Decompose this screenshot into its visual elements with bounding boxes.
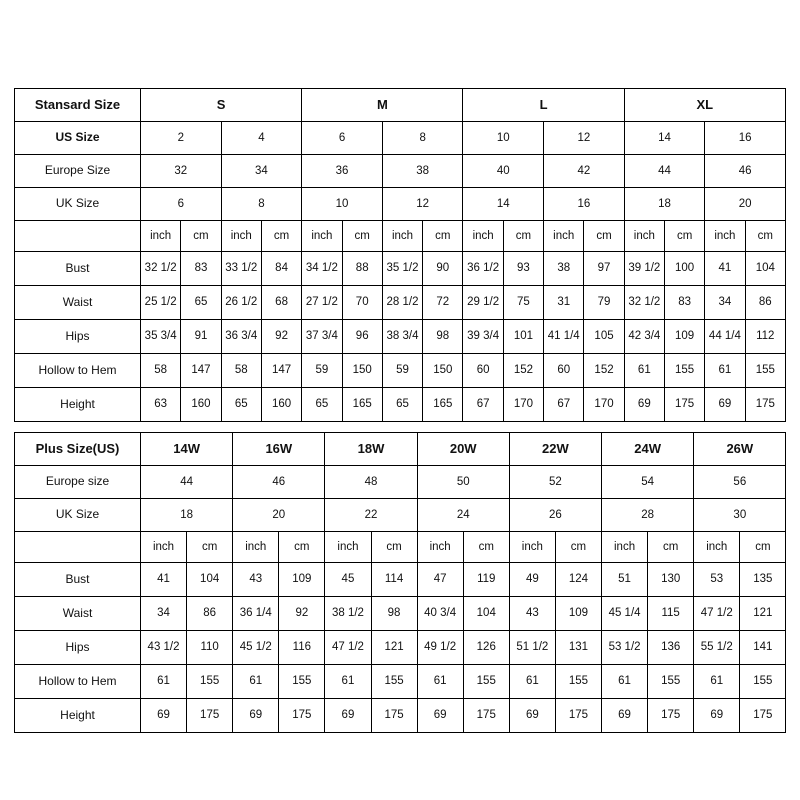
table-row — [15, 466, 786, 499]
cell-plus-bust-10: 51 — [602, 563, 648, 597]
cell-plus-uk-0: 18 — [141, 499, 233, 532]
cell-plus-hips-10: 53 1/2 — [602, 631, 648, 665]
size-group-16w: 16W — [233, 433, 325, 466]
cell-europe-size-3: 38 — [382, 155, 463, 188]
cell-plus-waist-13: 121 — [740, 597, 786, 631]
cell-plus-height-4: 69 — [325, 699, 371, 733]
cell-waist-9: 75 — [503, 286, 543, 320]
cell-europe-size-1: 34 — [221, 155, 302, 188]
row-label-plus-europe-size: Europe size — [15, 466, 141, 499]
cell-europe-size-7: 46 — [705, 155, 786, 188]
cell-waist-4: 27 1/2 — [302, 286, 342, 320]
cell-waist-3: 68 — [261, 286, 301, 320]
cell-waist-12: 32 1/2 — [624, 286, 664, 320]
cell-plus-waist-2: 36 1/4 — [233, 597, 279, 631]
cell-plus-height-7: 175 — [463, 699, 509, 733]
cell-bust-13: 100 — [664, 252, 704, 286]
cell-waist-6: 28 1/2 — [382, 286, 422, 320]
cell-plus-hips-6: 49 1/2 — [417, 631, 463, 665]
cell-europe-size-6: 44 — [624, 155, 705, 188]
cell-plus-europe-1: 46 — [233, 466, 325, 499]
cell-plus-hollow-2: 61 — [233, 665, 279, 699]
cell-plus-hollow-10: 61 — [602, 665, 648, 699]
cell-plus-hips-2: 45 1/2 — [233, 631, 279, 665]
cell-plus-hips-9: 131 — [555, 631, 601, 665]
cell-height-9: 170 — [503, 388, 543, 422]
cell-plus-waist-5: 98 — [371, 597, 417, 631]
cell-plus-bust-3: 109 — [279, 563, 325, 597]
cell-hollow-6: 59 — [382, 354, 422, 388]
cell-plus-height-5: 175 — [371, 699, 417, 733]
cell-plus-hips-12: 55 1/2 — [694, 631, 740, 665]
unit-cell-11: cm — [584, 221, 624, 252]
plus-unit-cell-10: inch — [602, 532, 648, 563]
cell-plus-hollow-11: 155 — [648, 665, 694, 699]
size-group-22w: 22W — [509, 433, 601, 466]
cell-hollow-12: 61 — [624, 354, 664, 388]
cell-us-size-2: 6 — [302, 122, 383, 155]
cell-hollow-8: 60 — [463, 354, 503, 388]
table-row — [15, 699, 786, 733]
cell-plus-hollow-9: 155 — [555, 665, 601, 699]
plus-unit-cell-5: cm — [371, 532, 417, 563]
size-group-l: L — [463, 89, 624, 122]
row-label-hollow-to-hem: Hollow to Hem — [15, 354, 141, 388]
cell-plus-waist-3: 92 — [279, 597, 325, 631]
cell-hips-2: 36 3/4 — [221, 320, 261, 354]
standard-size-chart — [14, 88, 786, 422]
cell-plus-height-8: 69 — [509, 699, 555, 733]
table-row — [15, 499, 786, 532]
cell-hips-6: 38 3/4 — [382, 320, 422, 354]
plus-unit-cell-7: cm — [463, 532, 509, 563]
cell-waist-1: 65 — [181, 286, 221, 320]
cell-plus-europe-6: 56 — [694, 466, 786, 499]
cell-europe-size-0: 32 — [141, 155, 222, 188]
cell-plus-hips-7: 126 — [463, 631, 509, 665]
table-row — [15, 122, 786, 155]
cell-plus-waist-10: 45 1/4 — [602, 597, 648, 631]
cell-height-10: 67 — [544, 388, 584, 422]
cell-height-11: 170 — [584, 388, 624, 422]
cell-bust-8: 36 1/2 — [463, 252, 503, 286]
table-row — [15, 286, 786, 320]
table-row — [15, 631, 786, 665]
cell-height-1: 160 — [181, 388, 221, 422]
cell-plus-bust-13: 135 — [740, 563, 786, 597]
cell-us-size-4: 10 — [463, 122, 544, 155]
unit-cell-12: inch — [624, 221, 664, 252]
table-row — [15, 155, 786, 188]
unit-cell-10: inch — [544, 221, 584, 252]
cell-bust-9: 93 — [503, 252, 543, 286]
table-row — [15, 320, 786, 354]
unit-cell-13: cm — [664, 221, 704, 252]
cell-bust-2: 33 1/2 — [221, 252, 261, 286]
cell-plus-uk-5: 28 — [602, 499, 694, 532]
cell-bust-0: 32 1/2 — [141, 252, 181, 286]
cell-us-size-0: 2 — [141, 122, 222, 155]
cell-waist-15: 86 — [745, 286, 785, 320]
cell-waist-8: 29 1/2 — [463, 286, 503, 320]
cell-bust-7: 90 — [423, 252, 463, 286]
cell-plus-height-1: 175 — [187, 699, 233, 733]
plus-unit-cell-2: inch — [233, 532, 279, 563]
cell-hips-3: 92 — [261, 320, 301, 354]
plus-unit-cell-13: cm — [740, 532, 786, 563]
cell-hollow-14: 61 — [705, 354, 745, 388]
cell-bust-14: 41 — [705, 252, 745, 286]
cell-plus-bust-7: 119 — [463, 563, 509, 597]
table-row-header — [15, 89, 786, 122]
cell-plus-height-0: 69 — [141, 699, 187, 733]
cell-plus-hollow-6: 61 — [417, 665, 463, 699]
cell-uk-size-2: 10 — [302, 188, 383, 221]
cell-bust-12: 39 1/2 — [624, 252, 664, 286]
cell-uk-size-6: 18 — [624, 188, 705, 221]
size-group-24w: 24W — [602, 433, 694, 466]
cell-plus-bust-11: 130 — [648, 563, 694, 597]
cell-height-0: 63 — [141, 388, 181, 422]
cell-waist-0: 25 1/2 — [141, 286, 181, 320]
cell-plus-hollow-1: 155 — [187, 665, 233, 699]
cell-plus-hollow-12: 61 — [694, 665, 740, 699]
size-group-20w: 20W — [417, 433, 509, 466]
cell-us-size-5: 12 — [544, 122, 625, 155]
unit-cell-15: cm — [745, 221, 785, 252]
plus-unit-cell-6: inch — [417, 532, 463, 563]
cell-plus-waist-7: 104 — [463, 597, 509, 631]
unit-cell-8: inch — [463, 221, 503, 252]
cell-bust-11: 97 — [584, 252, 624, 286]
cell-hips-8: 39 3/4 — [463, 320, 503, 354]
row-label-plus-waist: Waist — [15, 597, 141, 631]
cell-plus-europe-4: 52 — [509, 466, 601, 499]
plus-unit-cell-9: cm — [555, 532, 601, 563]
unit-cell-5: cm — [342, 221, 382, 252]
cell-hollow-11: 152 — [584, 354, 624, 388]
row-label-uk-size: UK Size — [15, 188, 141, 221]
cell-waist-5: 70 — [342, 286, 382, 320]
cell-plus-height-6: 69 — [417, 699, 463, 733]
plus-size-table — [14, 432, 786, 733]
cell-bust-10: 38 — [544, 252, 584, 286]
table-row-units — [15, 221, 786, 252]
unit-cell-14: inch — [705, 221, 745, 252]
unit-cell-3: cm — [261, 221, 301, 252]
cell-plus-hips-4: 47 1/2 — [325, 631, 371, 665]
cell-plus-waist-12: 47 1/2 — [694, 597, 740, 631]
plus-unit-cell-11: cm — [648, 532, 694, 563]
cell-plus-europe-3: 50 — [417, 466, 509, 499]
table-row — [15, 563, 786, 597]
cell-hollow-0: 58 — [141, 354, 181, 388]
cell-plus-europe-0: 44 — [141, 466, 233, 499]
cell-plus-hollow-5: 155 — [371, 665, 417, 699]
cell-height-2: 65 — [221, 388, 261, 422]
cell-plus-height-10: 69 — [602, 699, 648, 733]
cell-bust-15: 104 — [745, 252, 785, 286]
cell-height-8: 67 — [463, 388, 503, 422]
unit-row-label — [15, 221, 141, 252]
plus-unit-cell-0: inch — [141, 532, 187, 563]
cell-hips-7: 98 — [423, 320, 463, 354]
cell-hollow-15: 155 — [745, 354, 785, 388]
cell-us-size-3: 8 — [382, 122, 463, 155]
plus-unit-cell-1: cm — [187, 532, 233, 563]
cell-plus-waist-6: 40 3/4 — [417, 597, 463, 631]
unit-cell-6: inch — [382, 221, 422, 252]
cell-uk-size-7: 20 — [705, 188, 786, 221]
cell-waist-7: 72 — [423, 286, 463, 320]
table-row — [15, 354, 786, 388]
row-label-plus-uk-size: UK Size — [15, 499, 141, 532]
cell-uk-size-1: 8 — [221, 188, 302, 221]
cell-waist-2: 26 1/2 — [221, 286, 261, 320]
cell-hips-10: 41 1/4 — [544, 320, 584, 354]
table-row — [15, 188, 786, 221]
cell-hips-1: 91 — [181, 320, 221, 354]
cell-plus-uk-2: 22 — [325, 499, 417, 532]
cell-hips-5: 96 — [342, 320, 382, 354]
cell-plus-hips-8: 51 1/2 — [509, 631, 555, 665]
plus-unit-cell-3: cm — [279, 532, 325, 563]
cell-waist-14: 34 — [705, 286, 745, 320]
cell-bust-6: 35 1/2 — [382, 252, 422, 286]
cell-plus-bust-1: 104 — [187, 563, 233, 597]
cell-plus-europe-5: 54 — [602, 466, 694, 499]
cell-hips-0: 35 3/4 — [141, 320, 181, 354]
cell-hollow-9: 152 — [503, 354, 543, 388]
plus-unit-cell-4: inch — [325, 532, 371, 563]
size-group-26w: 26W — [694, 433, 786, 466]
cell-height-14: 69 — [705, 388, 745, 422]
cell-hips-15: 112 — [745, 320, 785, 354]
table-row — [15, 252, 786, 286]
size-group-s: S — [141, 89, 302, 122]
unit-cell-4: inch — [302, 221, 342, 252]
cell-waist-13: 83 — [664, 286, 704, 320]
table-row-units — [15, 532, 786, 563]
cell-plus-hollow-3: 155 — [279, 665, 325, 699]
cell-hips-14: 44 1/4 — [705, 320, 745, 354]
cell-plus-height-13: 175 — [740, 699, 786, 733]
unit-cell-7: cm — [423, 221, 463, 252]
cell-uk-size-5: 16 — [544, 188, 625, 221]
plus-header-label: Plus Size(US) — [15, 433, 141, 466]
cell-hollow-5: 150 — [342, 354, 382, 388]
cell-plus-height-2: 69 — [233, 699, 279, 733]
cell-plus-height-11: 175 — [648, 699, 694, 733]
table-row — [15, 388, 786, 422]
cell-height-12: 69 — [624, 388, 664, 422]
table-row — [15, 665, 786, 699]
cell-bust-3: 84 — [261, 252, 301, 286]
plus-size-chart — [14, 432, 786, 733]
cell-height-13: 175 — [664, 388, 704, 422]
cell-plus-hips-0: 43 1/2 — [141, 631, 187, 665]
table-row-header — [15, 433, 786, 466]
cell-plus-waist-11: 115 — [648, 597, 694, 631]
unit-cell-0: inch — [141, 221, 181, 252]
cell-hips-13: 109 — [664, 320, 704, 354]
cell-plus-bust-6: 47 — [417, 563, 463, 597]
cell-bust-5: 88 — [342, 252, 382, 286]
cell-europe-size-4: 40 — [463, 155, 544, 188]
row-label-plus-hollow-to-hem: Hollow to Hem — [15, 665, 141, 699]
plus-unit-cell-12: inch — [694, 532, 740, 563]
row-label-plus-bust: Bust — [15, 563, 141, 597]
cell-plus-hollow-8: 61 — [509, 665, 555, 699]
row-label-us-size: US Size — [15, 122, 141, 155]
table-row — [15, 597, 786, 631]
cell-plus-hollow-13: 155 — [740, 665, 786, 699]
plus-unit-row-label — [15, 532, 141, 563]
cell-plus-hips-3: 116 — [279, 631, 325, 665]
cell-bust-1: 83 — [181, 252, 221, 286]
cell-plus-bust-4: 45 — [325, 563, 371, 597]
cell-plus-waist-4: 38 1/2 — [325, 597, 371, 631]
cell-plus-waist-8: 43 — [509, 597, 555, 631]
size-group-18w: 18W — [325, 433, 417, 466]
cell-plus-hips-13: 141 — [740, 631, 786, 665]
cell-height-6: 65 — [382, 388, 422, 422]
cell-plus-uk-1: 20 — [233, 499, 325, 532]
standard-size-table — [14, 88, 786, 422]
cell-plus-hips-11: 136 — [648, 631, 694, 665]
cell-hips-4: 37 3/4 — [302, 320, 342, 354]
cell-plus-bust-2: 43 — [233, 563, 279, 597]
standard-header-label: Stansard Size — [15, 89, 141, 122]
cell-height-4: 65 — [302, 388, 342, 422]
cell-plus-hollow-4: 61 — [325, 665, 371, 699]
unit-cell-1: cm — [181, 221, 221, 252]
size-group-14w: 14W — [141, 433, 233, 466]
cell-plus-waist-0: 34 — [141, 597, 187, 631]
cell-height-3: 160 — [261, 388, 301, 422]
cell-height-15: 175 — [745, 388, 785, 422]
cell-hips-11: 105 — [584, 320, 624, 354]
cell-plus-bust-12: 53 — [694, 563, 740, 597]
cell-uk-size-3: 12 — [382, 188, 463, 221]
cell-plus-hollow-0: 61 — [141, 665, 187, 699]
unit-cell-2: inch — [221, 221, 261, 252]
cell-plus-bust-0: 41 — [141, 563, 187, 597]
cell-plus-bust-5: 114 — [371, 563, 417, 597]
cell-hollow-3: 147 — [261, 354, 301, 388]
size-group-m: M — [302, 89, 463, 122]
row-label-height: Height — [15, 388, 141, 422]
cell-plus-waist-9: 109 — [555, 597, 601, 631]
cell-uk-size-4: 14 — [463, 188, 544, 221]
cell-europe-size-2: 36 — [302, 155, 383, 188]
cell-plus-height-12: 69 — [694, 699, 740, 733]
row-label-europe-size: Europe Size — [15, 155, 141, 188]
cell-us-size-1: 4 — [221, 122, 302, 155]
cell-waist-11: 79 — [584, 286, 624, 320]
cell-us-size-7: 16 — [705, 122, 786, 155]
cell-plus-hips-5: 121 — [371, 631, 417, 665]
cell-europe-size-5: 42 — [544, 155, 625, 188]
row-label-hips: Hips — [15, 320, 141, 354]
cell-hollow-7: 150 — [423, 354, 463, 388]
cell-hollow-2: 58 — [221, 354, 261, 388]
cell-plus-height-3: 175 — [279, 699, 325, 733]
cell-hollow-4: 59 — [302, 354, 342, 388]
cell-hollow-1: 147 — [181, 354, 221, 388]
cell-plus-uk-3: 24 — [417, 499, 509, 532]
cell-plus-height-9: 175 — [555, 699, 601, 733]
cell-bust-4: 34 1/2 — [302, 252, 342, 286]
row-label-bust: Bust — [15, 252, 141, 286]
cell-plus-bust-8: 49 — [509, 563, 555, 597]
size-group-xl: XL — [624, 89, 785, 122]
cell-hollow-13: 155 — [664, 354, 704, 388]
plus-unit-cell-8: inch — [509, 532, 555, 563]
cell-plus-bust-9: 124 — [555, 563, 601, 597]
row-label-waist: Waist — [15, 286, 141, 320]
cell-uk-size-0: 6 — [141, 188, 222, 221]
unit-cell-9: cm — [503, 221, 543, 252]
cell-height-7: 165 — [423, 388, 463, 422]
row-label-plus-hips: Hips — [15, 631, 141, 665]
cell-us-size-6: 14 — [624, 122, 705, 155]
cell-hips-12: 42 3/4 — [624, 320, 664, 354]
row-label-plus-height: Height — [15, 699, 141, 733]
cell-plus-europe-2: 48 — [325, 466, 417, 499]
cell-hollow-10: 60 — [544, 354, 584, 388]
cell-plus-hollow-7: 155 — [463, 665, 509, 699]
cell-plus-hips-1: 110 — [187, 631, 233, 665]
cell-plus-uk-6: 30 — [694, 499, 786, 532]
cell-hips-9: 101 — [503, 320, 543, 354]
cell-plus-uk-4: 26 — [509, 499, 601, 532]
cell-plus-waist-1: 86 — [187, 597, 233, 631]
cell-height-5: 165 — [342, 388, 382, 422]
cell-waist-10: 31 — [544, 286, 584, 320]
